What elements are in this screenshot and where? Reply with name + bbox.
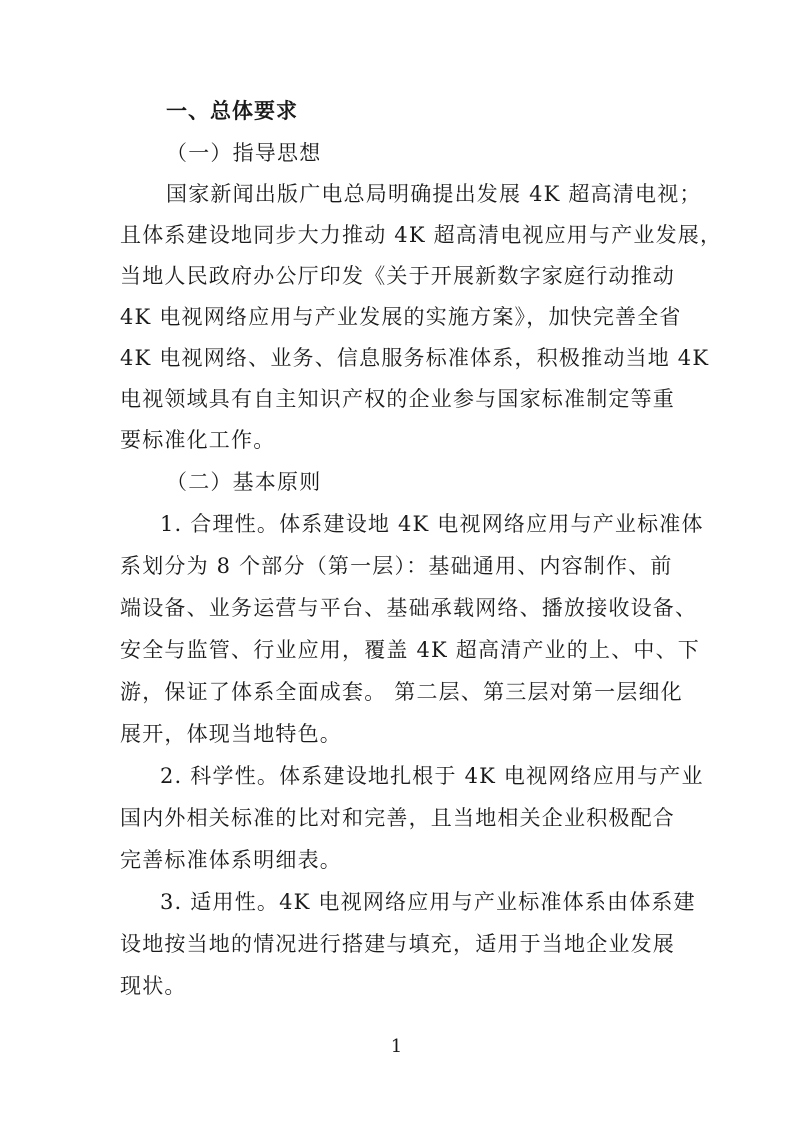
paragraph-line: 安全与监管、行业应用，覆盖 4K 超高清产业的上、中、下 [120, 638, 700, 662]
paragraph-line: 展开，体现当地特色。 [120, 722, 342, 746]
paragraph-line: 1. 合理性。体系建设地 4K 电视网络应用与产业标准体 [160, 512, 704, 536]
section-title-basic-principles: （二）基本原则 [166, 470, 322, 494]
paragraph-line: 电视领域具有自主知识产权的企业参与国家标准制定等重 [120, 387, 675, 411]
heading-overall-requirements: 一、总体要求 [166, 99, 298, 123]
paragraph-line: 现状。 [120, 974, 187, 998]
paragraph-line: 4K 电视网络、业务、信息服务标准体系，积极推动当地 4K [120, 346, 710, 370]
paragraph-line: 端设备、业务运营与平台、基础承载网络、播放接收设备、 [120, 596, 698, 620]
paragraph-line: 设地按当地的情况进行搭建与填充，适用于当地企业发展 [120, 932, 675, 956]
page-number: 1 [390, 1036, 403, 1057]
paragraph-line: 国家新闻出版广电总局明确提出发展 4K 超高清电视； [166, 182, 702, 206]
paragraph-line: 且体系建设地同步大力推动 4K 超高清电视应用与产业发展， [120, 223, 723, 247]
paragraph-line: 要标准化工作。 [120, 428, 276, 452]
paragraph-line: 国内外相关标准的比对和完善，且当地相关企业积极配合 [120, 806, 675, 830]
paragraph-line: 4K 电视网络应用与产业发展的实施方案》，加快完善全省 [120, 305, 682, 329]
paragraph-line: 完善标准体系明细表。 [120, 848, 342, 872]
paragraph-line: 当地人民政府办公厅印发《关于开展新数字家庭行动推动 [120, 264, 675, 288]
paragraph-line: 2. 科学性。体系建设地扎根于 4K 电视网络应用与产业 [160, 764, 704, 788]
paragraph-line: 系划分为 8 个部分（第一层）：基础通用、内容制作、前 [120, 554, 673, 578]
paragraph-line: 3. 适用性。4K 电视网络应用与产业标准体系由体系建 [160, 890, 696, 914]
section-title-guiding-ideology: （一）指导思想 [166, 141, 322, 165]
paragraph-line: 游，保证了体系全面成套。 第二层、第三层对第一层细化 [120, 680, 683, 704]
